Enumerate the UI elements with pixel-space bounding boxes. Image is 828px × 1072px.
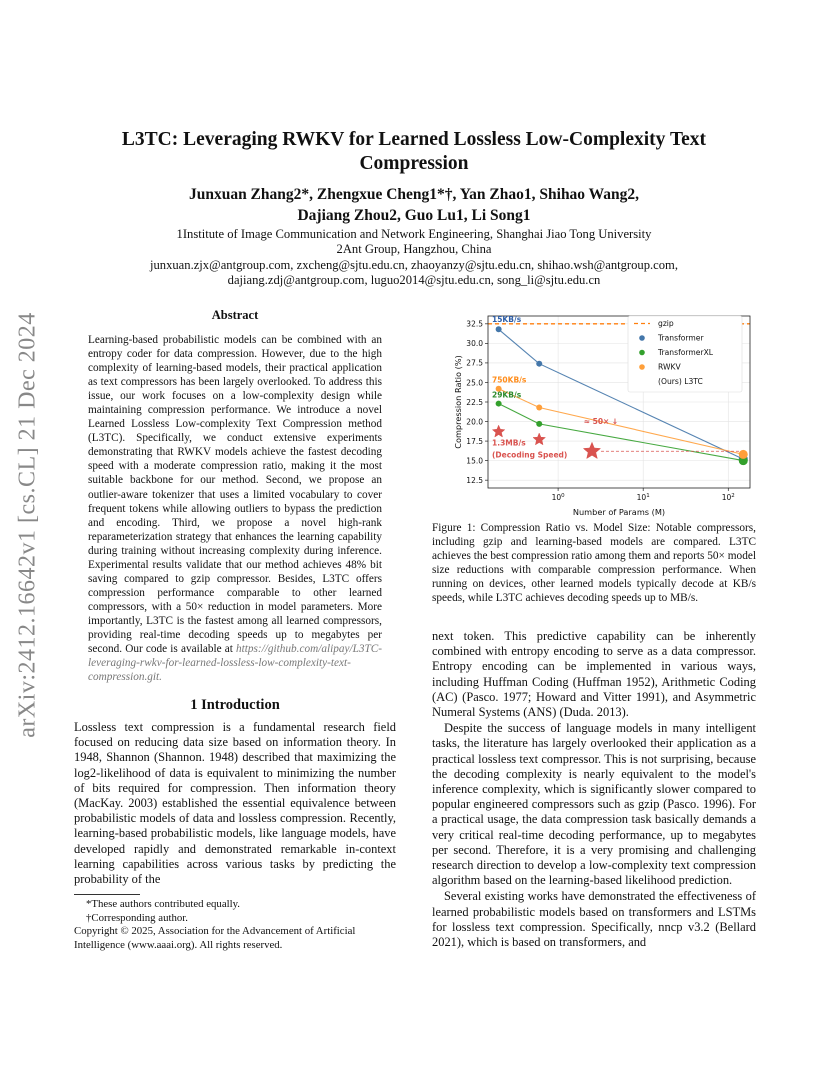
series-point (739, 450, 748, 459)
affiliation-2: 2Ant Group, Hangzhou, China (336, 242, 492, 257)
authors-line-1: Junxuan Zhang2*, Zhengxue Cheng1*†, Yan Zhao1, Shihao Wang2, (188, 186, 640, 203)
legend-label: TransformerXL (658, 348, 713, 357)
series-point (536, 421, 542, 427)
emails-line-1: junxuan.zjx@antgroup.com, zxcheng@sjtu.edu.cn, zhaoyanzy@sjtu.edu.cn, shihao.wsh@antgroup.com, (150, 257, 678, 272)
footnote-equal-contribution: *These authors contributed equally. (86, 898, 241, 910)
footnotes (74, 898, 396, 952)
chart-annotation: 15KB/s (492, 314, 522, 324)
legend-label: gzip (658, 319, 674, 328)
chart-legend (628, 316, 742, 392)
footnote-rule (74, 894, 140, 895)
y-tick-label: 12.5 (466, 475, 483, 485)
introduction-body: Lossless text compression is a fundamental research field focused on reducing data size based on information theory. In 1948, Shannon (Shannon. 1948) described that maximizing the log2-likelihood of data is equivalent to minimizing the number of bits required for compression. Then information theory (MacKay. 2003) established the essential equivalence between probabilistic models of data and lossless compression. Recently, learning-based probabilistic models, like language models, have developed rapidly and demonstrated remarkable in-context learning capabilities across various tasks by predicting the probability of the (74, 720, 396, 887)
legend-label: Transformer (658, 333, 704, 343)
legend-label: (Ours) L3TC (658, 377, 703, 386)
compression-ratio-chart (432, 300, 756, 520)
chart-annotations (492, 315, 618, 460)
legend-swatch (639, 335, 645, 341)
legend-label: RWKV (658, 362, 681, 372)
l3tc-star-point (533, 433, 545, 445)
y-tick-label: 22.5 (466, 397, 483, 407)
y-tick-label: 17.5 (466, 436, 483, 446)
chart-annotation: 750KB/s (492, 375, 527, 385)
legend-swatch (639, 364, 645, 370)
chart-annotation: 29KB/s (492, 390, 522, 400)
y-tick-label: 30.0 (466, 339, 483, 349)
series-point (496, 401, 502, 407)
author-list (100, 184, 728, 226)
introduction-heading: 1 Introduction (190, 697, 280, 713)
right-paragraph-2: Despite the success of language models in many intelligent tasks, the literature has largely overlooked their application as a practical lossless text compressor. This is not surprising, because the decoding complexity is nearly equivalent to the model's inference complexity, which is significantly slower compared to popular engineered compressors such as gzip (Pasco. 1996). For a practical usage, the data compression task basically demands a very critical real-time decoding performance, up to megabytes per second. Therefore, it is a very promising and challenging research direction to develop a low-complexity text compression algorithm based on the learning-based likelihood prediction. (432, 721, 756, 888)
arxiv-side-label (8, 290, 48, 760)
y-tick-label: 27.5 (466, 358, 483, 368)
series-point (536, 361, 542, 367)
chart-annotation: (Decoding Speed) (492, 450, 568, 460)
chart-annotation: ≈ 50× ↓ (583, 416, 619, 426)
code-link[interactable]: https://github.com/alipay/L3TC-leveraging-rwkv-for-learned-lossless-low-complexity-text-compression.git. (88, 643, 382, 684)
paper-title: L3TC: Leveraging RWKV for Learned Lossless Low-Complexity Text Compression (121, 129, 707, 174)
copyright-notice: Copyright © 2025, Association for the Advancement of Artificial Intelligence (www.aaai.org). All rights reserved. (74, 925, 356, 951)
right-paragraph-3: Several existing works have demonstrated the effectiveness of learned probabilistic models based on transformers and LSTMs for lossless text compression. Specifically, nncp v3.2 (Bellard 2021), which is based on transformers, and (432, 889, 756, 950)
y-tick-label: 20.0 (466, 417, 483, 427)
x-axis-label: Number of Params (M) (572, 507, 666, 517)
series-point (536, 404, 542, 410)
y-tick-label: 15.0 (466, 456, 483, 466)
y-tick-label: 32.5 (466, 319, 483, 329)
footnote-corresponding: †Corresponding author. (86, 911, 188, 924)
right-paragraph-1: next token. This predictive capability can be inherently combined with entropy encoding to serve as a data compressor. Entropy encoding can be implemented in various ways, including Huffman Coding (Huffman 1952), Arithmetic Coding (AC) (Pasco. 1977; Howard and Vitter 1991), and Asymmetric Numeral Systems (ANS) (Duda. 2013). (432, 629, 756, 720)
y-tick-label: 25.0 (466, 378, 483, 388)
affiliation-1: 1Institute of Image Communication and Network Engineering, Shanghai Jiao Tong University (176, 227, 652, 241)
chart-annotation: 1.3MB/s (492, 438, 526, 448)
right-column-body (432, 629, 756, 950)
emails-line-2: dajiang.zdj@antgroup.com, luguo2014@sjtu.edu.cn, song_li@sjtu.edu.cn (227, 272, 601, 287)
x-tick-label: $10^0$ (551, 493, 565, 502)
abstract-heading: Abstract (211, 308, 259, 322)
affiliations (90, 227, 738, 288)
figure-caption: Figure 1: Compression Ratio vs. Model Size: Notable compressors, including gzip and learning-based models are compared. L3TC achieves the best compression ratio among them and reports 50× model size reductions with comparable compression performance. When running on devices, other learned models typically decode at KB/s speeds, while L3TC achieves decoding speeds up to MB/s. (432, 522, 756, 604)
arxiv-id-text: arXiv:2412.16642v1 [cs.CL] 21 Dec 2024 (14, 312, 41, 738)
legend-swatch (639, 350, 645, 356)
abstract-text: Learning-based probabilistic models can be combined with an entropy coder for data compression. However, due to the high complexity of learning-based models, their practical application as text compressors has been largely overlooked. To address this issue, our work focuses on a low-complexity design while maintaining compression performance. We introduce a novel Learned Lossless Low-complexity Text Compression method (L3TC). Specifically, we conduct extensive experiments demonstrating that RWKV models achieve the fastest decoding speed with a moderate compression ratio, making it the most suitable backbone for our method. Second, we propose an outlier-aware tokenizer that uses a limited vocabulary to cover frequent tokens while allowing outliers to bypass the prediction and encoding. Third, we propose a novel high-rank reparameterization strategy that enhances the learning capability during training without increasing complexity during inference. Experimental results validate that our method achieves 48% bit saving compared to gzip compressor. Besides, L3TC offers compression performance comparable to other learned compressors, with a 50× reduction in model parameters. More importantly, L3TC is the fastest among all learned compressors, providing real-time decoding speeds up to megabytes per second. Our code is available at (88, 334, 382, 656)
authors-line-2: Dajiang Zhou2, Guo Lu1, Li Song1 (297, 207, 531, 224)
l3tc-star-point (583, 442, 600, 458)
y-axis-label: Compression Ratio (%) (453, 355, 463, 449)
l3tc-star-point (492, 425, 504, 437)
abstract-body (88, 333, 382, 684)
x-tick-label: $10^1$ (636, 493, 650, 502)
series-point (496, 326, 502, 332)
x-tick-label: $10^2$ (721, 493, 735, 502)
